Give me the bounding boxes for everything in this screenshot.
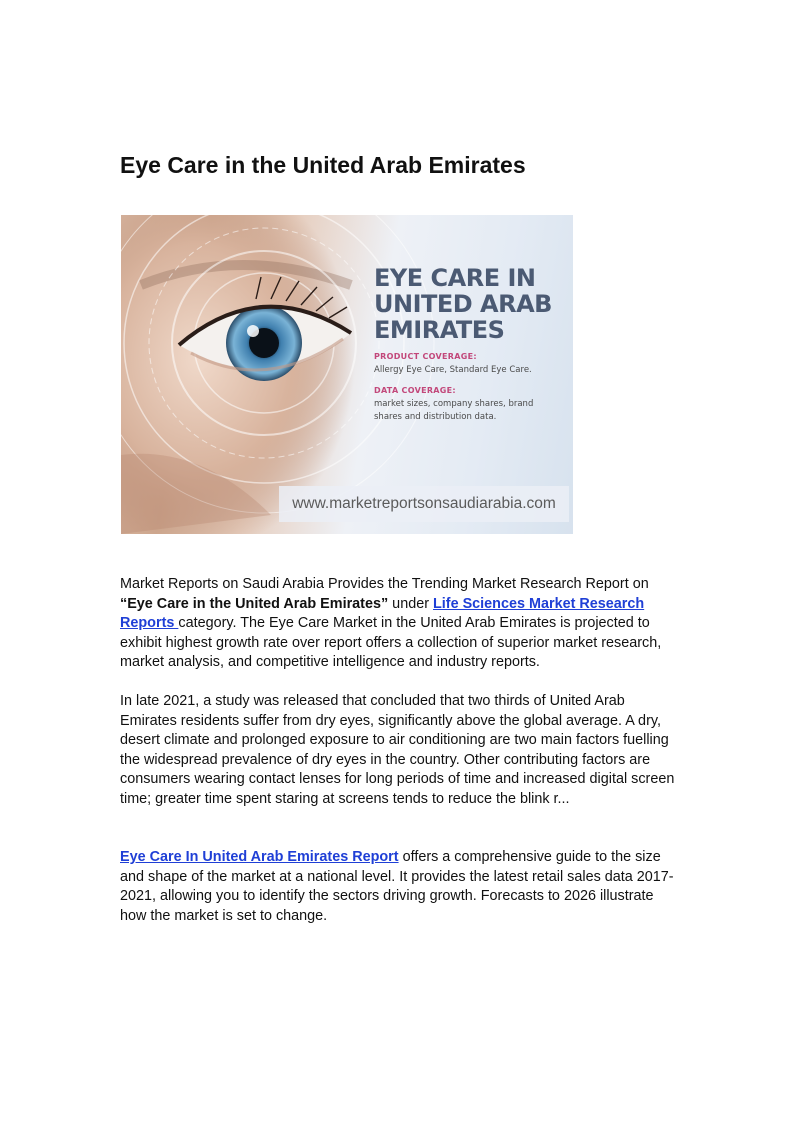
hero-title-line: UNITED ARAB [374,290,552,318]
page-title: Eye Care in the United Arab Emirates [120,152,526,178]
hero-title-line: EYE CARE IN [374,264,536,292]
product-coverage-text: Allergy Eye Care, Standard Eye Care. [374,365,532,375]
data-coverage-line: shares and distribution data. [374,412,497,422]
hero-title-line: EMIRATES [374,316,505,344]
study-paragraph: In late 2021, a study was released that concluded that two thirds of United Arab Emirates residents suffer from dry eyes, significantly above the global average. A dry, desert climate and prolonged exposure to air conditioning are two main factors fuelling the widespread prevalence of dry eyes in the country. Other contributing factors are consumers wearing contact lenses for long periods of time and increased digital screen time; greater time spent staring at screens tends to reduce the blink r... [120,693,675,807]
report-rest-text: offers a comprehensive guide to the size and shape of the market at a national level. It provides the latest retail sales data 2017-2021, allowing you to identify the sectors driving growth. Forecasts to 2026 illustrate how the market is set to change. [120,849,674,924]
data-coverage-label: DATA COVERAGE: [374,386,456,395]
under-text: under [388,595,433,612]
hero-url: www.marketreportsonsaudiarabia.com [279,486,569,522]
product-coverage-label: PRODUCT COVERAGE: [374,352,477,361]
intro-text: Market Reports on Saudi Arabia Provides the Trending Market Research Report on [120,576,649,592]
report-paragraph [120,848,680,926]
hero-banner-image [121,215,573,534]
data-coverage-text [374,398,564,424]
report-title-quote: “Eye Care in the United Arab Emirates” [120,595,389,612]
data-coverage-line: market sizes, company shares, brand [374,399,534,409]
intro-paragraph [120,575,680,673]
intro-rest-text: category. The Eye Care Market in the United Arab Emirates is projected to exhibit highest growth rate over report offers a collection of superior market research, market analysis, and competitive intelligence and industry reports. [120,615,662,670]
hero-text-block [374,265,564,424]
life-sciences-link[interactable]: Life Sciences Market Research Reports [120,595,645,631]
report-link[interactable]: Eye Care In United Arab Emirates Report [120,849,399,865]
